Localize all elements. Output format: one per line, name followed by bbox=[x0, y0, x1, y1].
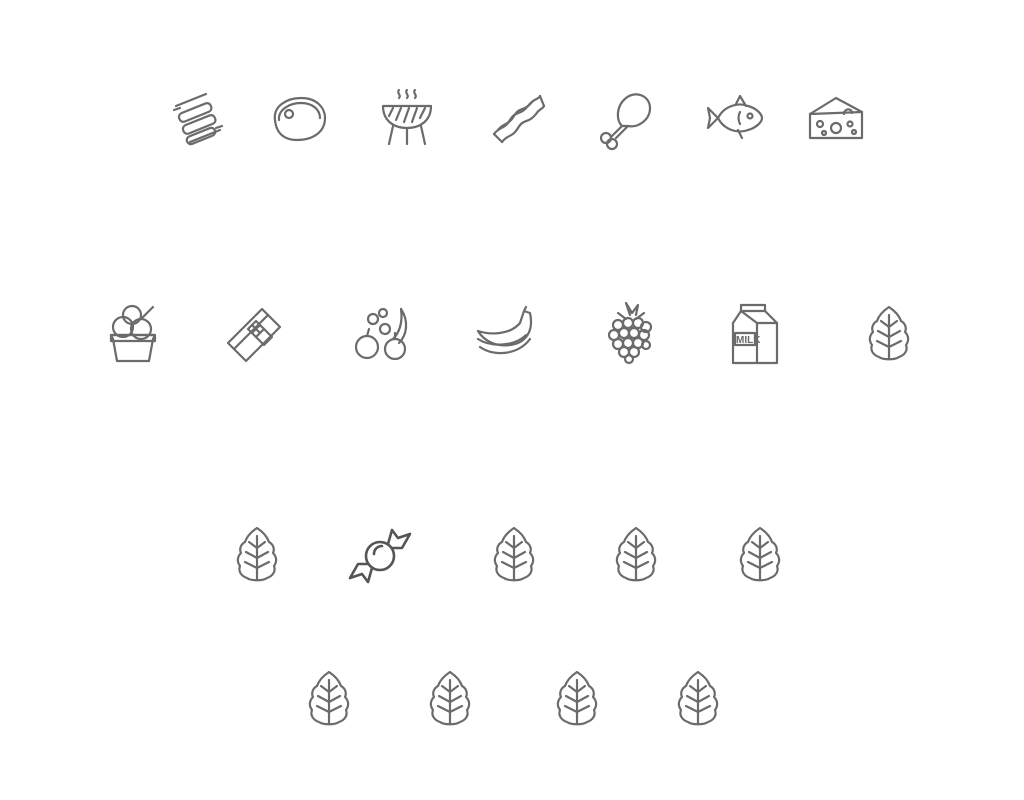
fish-icon bbox=[702, 86, 766, 150]
ribs-icon bbox=[166, 86, 230, 150]
banana-icon bbox=[474, 301, 538, 365]
steak-icon bbox=[267, 86, 331, 150]
leaf-icon bbox=[225, 522, 289, 586]
candy-icon bbox=[348, 522, 412, 586]
ice-cream-icon bbox=[101, 301, 165, 365]
leaf-icon bbox=[297, 666, 361, 730]
leaf-icon bbox=[482, 522, 546, 586]
leaf-icon bbox=[666, 666, 730, 730]
drumstick-icon bbox=[592, 86, 656, 150]
grill-icon bbox=[375, 86, 439, 150]
cheese-icon bbox=[804, 86, 868, 150]
bacon-icon bbox=[484, 86, 548, 150]
leaf-icon bbox=[545, 666, 609, 730]
fruits-icon bbox=[349, 301, 413, 365]
milk-label: MILK bbox=[736, 335, 761, 346]
leaf-icon bbox=[857, 301, 921, 365]
leaf-icon bbox=[418, 666, 482, 730]
raspberry-icon bbox=[598, 301, 662, 365]
leaf-icon bbox=[728, 522, 792, 586]
chocolate-bar-icon bbox=[222, 301, 286, 365]
milk-carton-icon bbox=[725, 301, 789, 365]
leaf-icon bbox=[604, 522, 668, 586]
